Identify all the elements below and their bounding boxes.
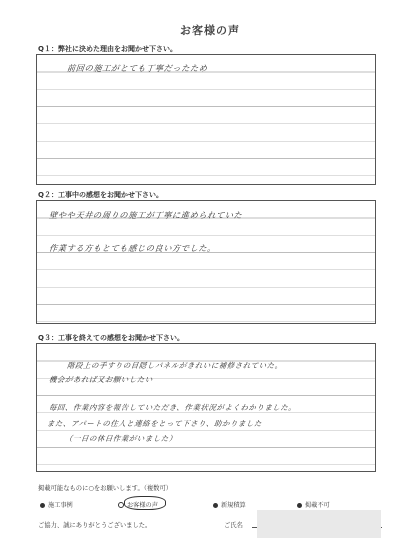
q2-label: Q２：工事中の感想をお聞かせ下さい。 xyxy=(38,191,163,199)
bullet-icon xyxy=(213,503,218,508)
bullet-icon xyxy=(40,503,45,508)
q3-answer-line-5: （一日の休日作業がいました） xyxy=(64,434,178,443)
q3-answer-box xyxy=(36,343,376,472)
q3-label: Q３：工事を終えての感想をお聞かせ下さい。 xyxy=(38,334,184,342)
redacted-name-area xyxy=(257,510,381,538)
option-not-publishable[interactable] xyxy=(297,500,330,509)
q3-answer-line-4: また、アパートの住人と連絡をとって下さり、助かりました xyxy=(46,419,263,428)
option-label: 掲載不可 xyxy=(305,502,330,509)
q2-answer-line-1: 壁やや天井の周りの施工が丁寧に進められていた xyxy=(48,210,243,220)
q2-answer-line-2: 作業する方もとても感じの良い方でした。 xyxy=(48,243,217,253)
option-label: 施工事例 xyxy=(48,502,73,509)
q3-answer-line-1: 階段上の手すりの目隠しパネルがきれいに補修されていた。 xyxy=(66,361,284,370)
option-label: 新規積算 xyxy=(221,502,246,509)
page-title: お客様の声 xyxy=(180,24,240,37)
name-label: ご氏名 xyxy=(224,522,243,529)
q1-label: Q１：弊社に決めた理由をお聞かせ下さい。 xyxy=(38,45,177,53)
thanks-message: ご協力、誠にありがとうございました。 xyxy=(38,522,152,529)
q3-answer-line-3: 毎回、作業内容を報告していただき、作業状況がよくわかりました。 xyxy=(48,403,297,412)
q1-answer-box xyxy=(36,54,376,185)
q3-answer-line-2: 機会があれば又お願いしたい xyxy=(48,375,154,384)
option-label: お客様の声 xyxy=(127,502,158,509)
bullet-icon xyxy=(297,503,302,508)
hand-drawn-circle-icon xyxy=(124,496,166,510)
option-construction-example[interactable] xyxy=(40,500,73,509)
option-new-estimate[interactable] xyxy=(213,500,246,509)
publish-consent-label: 掲載可能なものに○をお願いします。（複数可） xyxy=(38,485,173,492)
q2-answer-box xyxy=(36,200,376,324)
q1-answer-line-1: 前回の施工がとても丁寧だったため xyxy=(66,63,209,73)
